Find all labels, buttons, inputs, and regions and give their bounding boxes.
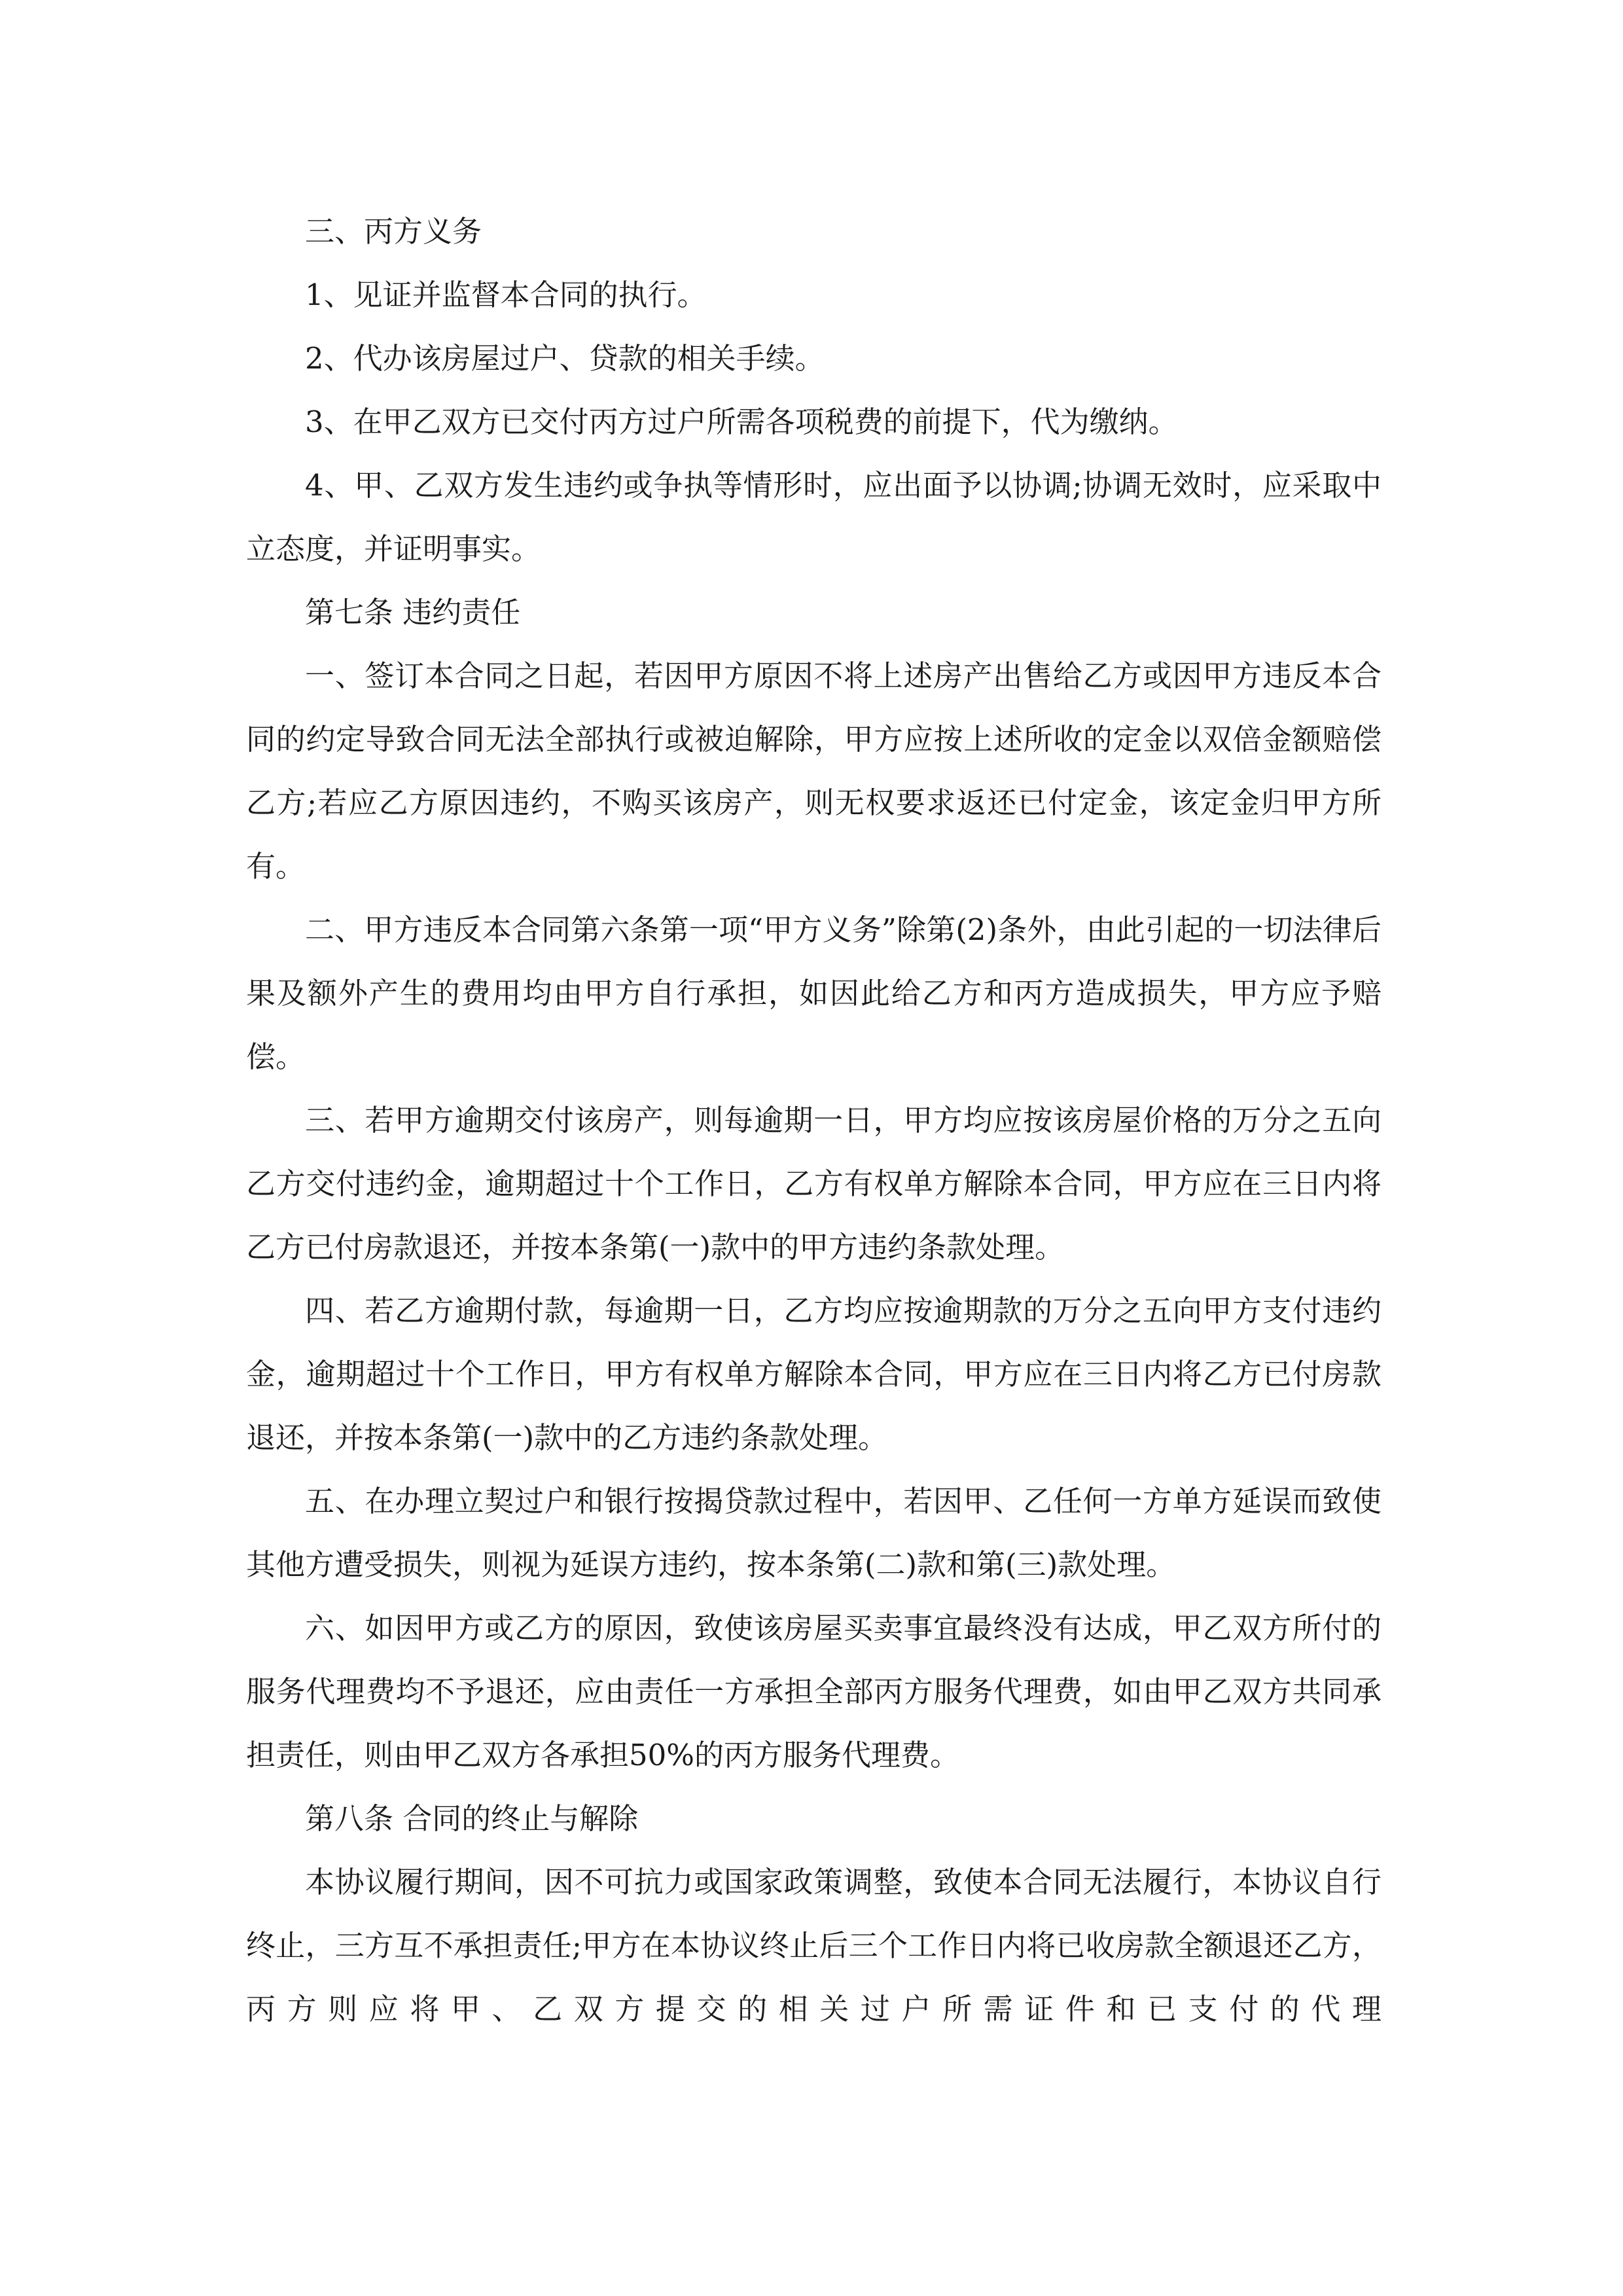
paragraph-tax-payment: 3、在甲乙双方已交付丙方过户所需各项税费的前提下，代为缴纳。 — [305, 404, 1178, 439]
paragraph-breach-clause-6: 六、如因甲方或乙方的原因，致使该房屋买卖事宜最终没有达成，甲乙双方所付的服务代理费均不予退还，应由责任一方承担全部丙方服务代理费，如由甲乙双方共同承担责任，则由甲乙双方各承担50%的丙方服务代理费。 — [246, 1611, 1382, 1772]
paragraph-breach-clause-4: 四、若乙方逾期付款，每逾期一日，乙方均应按逾期款的万分之五向甲方支付违约金，逾期超过十个工作日，甲方有权单方解除本合同，甲方应在三日内将乙方已付房款退还，并按本条第(一)款中的乙方违约条款处理。 — [246, 1293, 1382, 1455]
paragraph-breach-clause-1: 一、签订本合同之日起，若因甲方原因不将上述房产出售给乙方或因甲方违反本合同的约定导致合同无法全部执行或被迫解除，甲方应按上述所收的定金以双倍金额赔偿乙方;若应乙方原因违约，不购买该房产，则无权要求返还已付定金，该定金归甲方所有。 — [246, 658, 1382, 884]
paragraph-witness-supervise: 1、见证并监督本合同的执行。 — [305, 278, 707, 312]
article-8-heading: 第八条 合同的终止与解除 — [305, 1801, 639, 1836]
paragraph-transfer-loan-procedures: 2、代办该房屋过户、贷款的相关手续。 — [305, 341, 825, 376]
paragraph-termination: 本协议履行期间，因不可抗力或国家政策调整，致使本合同无法履行，本协议自行终止，三方互不承担责任;甲方在本协议终止后三个工作日内将已收房款全额退还乙方，丙方则应将甲、乙双方提交的相关过户所需证件和已支付的代理 — [246, 1865, 1382, 2026]
paragraph-dispute-mediation: 4、甲、乙双方发生违约或争执等情形时，应出面予以协调;协调无效时，应采取中立态度，并证明事实。 — [246, 468, 1382, 566]
section-heading-party-c-obligations: 三、丙方义务 — [305, 214, 482, 249]
article-7-heading: 第七条 违约责任 — [305, 595, 521, 630]
paragraph-breach-clause-2: 二、甲方违反本合同第六条第一项“甲方义务”除第(2)条外，由此引起的一切法律后果及额外产生的费用均由甲方自行承担，如因此给乙方和丙方造成损失，甲方应予赔偿。 — [246, 912, 1382, 1074]
paragraph-breach-clause-3: 三、若甲方逾期交付该房产，则每逾期一日，甲方均应按该房屋价格的万分之五向乙方交付违约金，逾期超过十个工作日，乙方有权单方解除本合同，甲方应在三日内将乙方已付房款退还，并按本条第(一)款中的甲方违约条款处理。 — [246, 1103, 1382, 1265]
paragraph-breach-clause-5: 五、在办理立契过户和银行按揭贷款过程中，若因甲、乙任何一方单方延误而致使其他方遭受损失，则视为延误方违约，按本条第(二)款和第(三)款处理。 — [246, 1484, 1382, 1582]
document-body — [246, 200, 1382, 2041]
